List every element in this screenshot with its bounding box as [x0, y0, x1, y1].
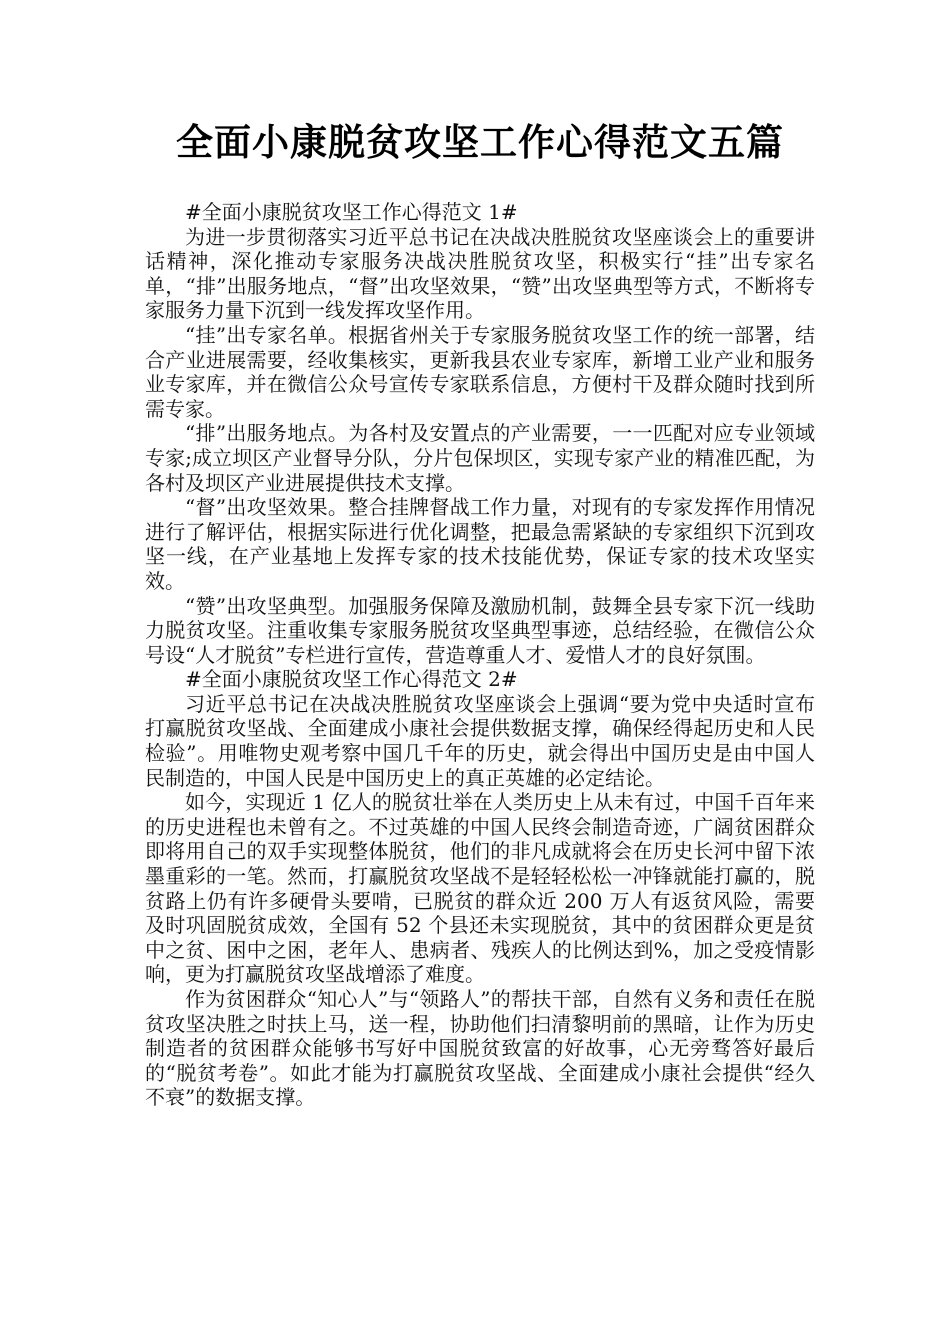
document-title: 全面小康脱贫攻坚工作心得范文五篇	[176, 121, 784, 164]
body-paragraph: “挂”出专家名单。根据省州关于专家服务脱贫攻坚工作的统一部署，结合产业进展需要，经收集核实，更新我县农业专家库，新增工业产业和服务业专家库，并在微信公众号宣传专家联系信息，方便村干及群众随时找到所需专家。	[145, 322, 815, 421]
body-paragraph: 为进一步贯彻落实习近平总书记在决战决胜脱贫攻坚座谈会上的重要讲话精神，深化推动专家服务决战决胜脱贫攻坚，积极实行“挂”出专家名单，“排”出服务地点，“督”出攻坚效果，“赞”出攻坚典型等方式，不断将专家服务力量下沉到一线发挥攻坚作用。	[145, 224, 815, 323]
body-paragraph: 如今，实现近 1 亿人的脱贫壮举在人类历史上从未有过，中国千百年来的历史进程也未曾有之。不过英雄的中国人民终会制造奇迹，广阔贫困群众即将用自己的双手实现整体脱贫，他们的非凡成就将会在历史长河中留下浓墨重彩的一笔。然而，打赢脱贫攻坚战不是轻轻松松一冲锋就能打赢的，脱贫路上仍有许多硬骨头要啃，已脱贫的群众近 200 万人有返贫风险，需要及时巩固脱贫成效，全国有 52 个县还未实现脱贫，其中的贫困群众更是贫中之贫、困中之困，老年人、患病者、残疾人的比例达到%，加之受疫情影响，更为打赢脱贫攻坚战增添了难度。	[145, 790, 815, 987]
body-paragraph: “督”出攻坚效果。整合挂牌督战工作力量，对现有的专家发挥作用情况进行了解评估，根据实际进行优化调整，把最急需紧缺的专家组织下沉到攻坚一线，在产业基地上发挥专家的技术技能优势，保证专家的技术攻坚实效。	[145, 495, 815, 593]
body-paragraph: “赞”出攻坚典型。加强服务保障及激励机制，鼓舞全县专家下沉一线助力脱贫攻坚。注重收集专家服务脱贫攻坚典型事迹，总结经验，在微信公众号设“人才脱贫”专栏进行宣传，营造尊重人才、爱惜人才的良好氛围。	[145, 593, 815, 667]
document-page	[145, 118, 815, 1110]
body-paragraph: 作为贫困群众“知心人”与“领路人”的帮扶干部，自然有义务和责任在脱贫攻坚决胜之时扶上马，送一程，协助他们扫清黎明前的黑暗，让作为历史制造者的贫困群众能够书写好中国脱贫致富的好故事，心无旁骛答好最后的“脱贫考卷”。如此才能为打赢脱贫攻坚战、全面建成小康社会提供“经久不衰”的数据支撑。	[145, 987, 815, 1110]
document-body	[145, 200, 815, 1110]
body-paragraph: 习近平总书记在决战决胜脱贫攻坚座谈会上强调“要为党中央适时宣布打赢脱贫攻坚战、全面建成小康社会提供数据支撑，确保经得起历史和人民检验”。用唯物史观考察中国几千年的历史，就会得出中国历史是由中国人民制造的，中国人民是中国历史上的真正英雄的必定结论。	[145, 691, 815, 790]
section-heading: #全面小康脱贫攻坚工作心得范文 1#	[185, 200, 518, 224]
section-heading: #全面小康脱贫攻坚工作心得范文 2#	[185, 667, 518, 692]
body-paragraph: “排”出服务地点。为各村及安置点的产业需要，一一匹配对应专业领域专家;成立坝区产业督导分队，分片包保坝区，实现专家产业的精准匹配，为各村及坝区产业进展提供技术支撑。	[145, 421, 815, 495]
